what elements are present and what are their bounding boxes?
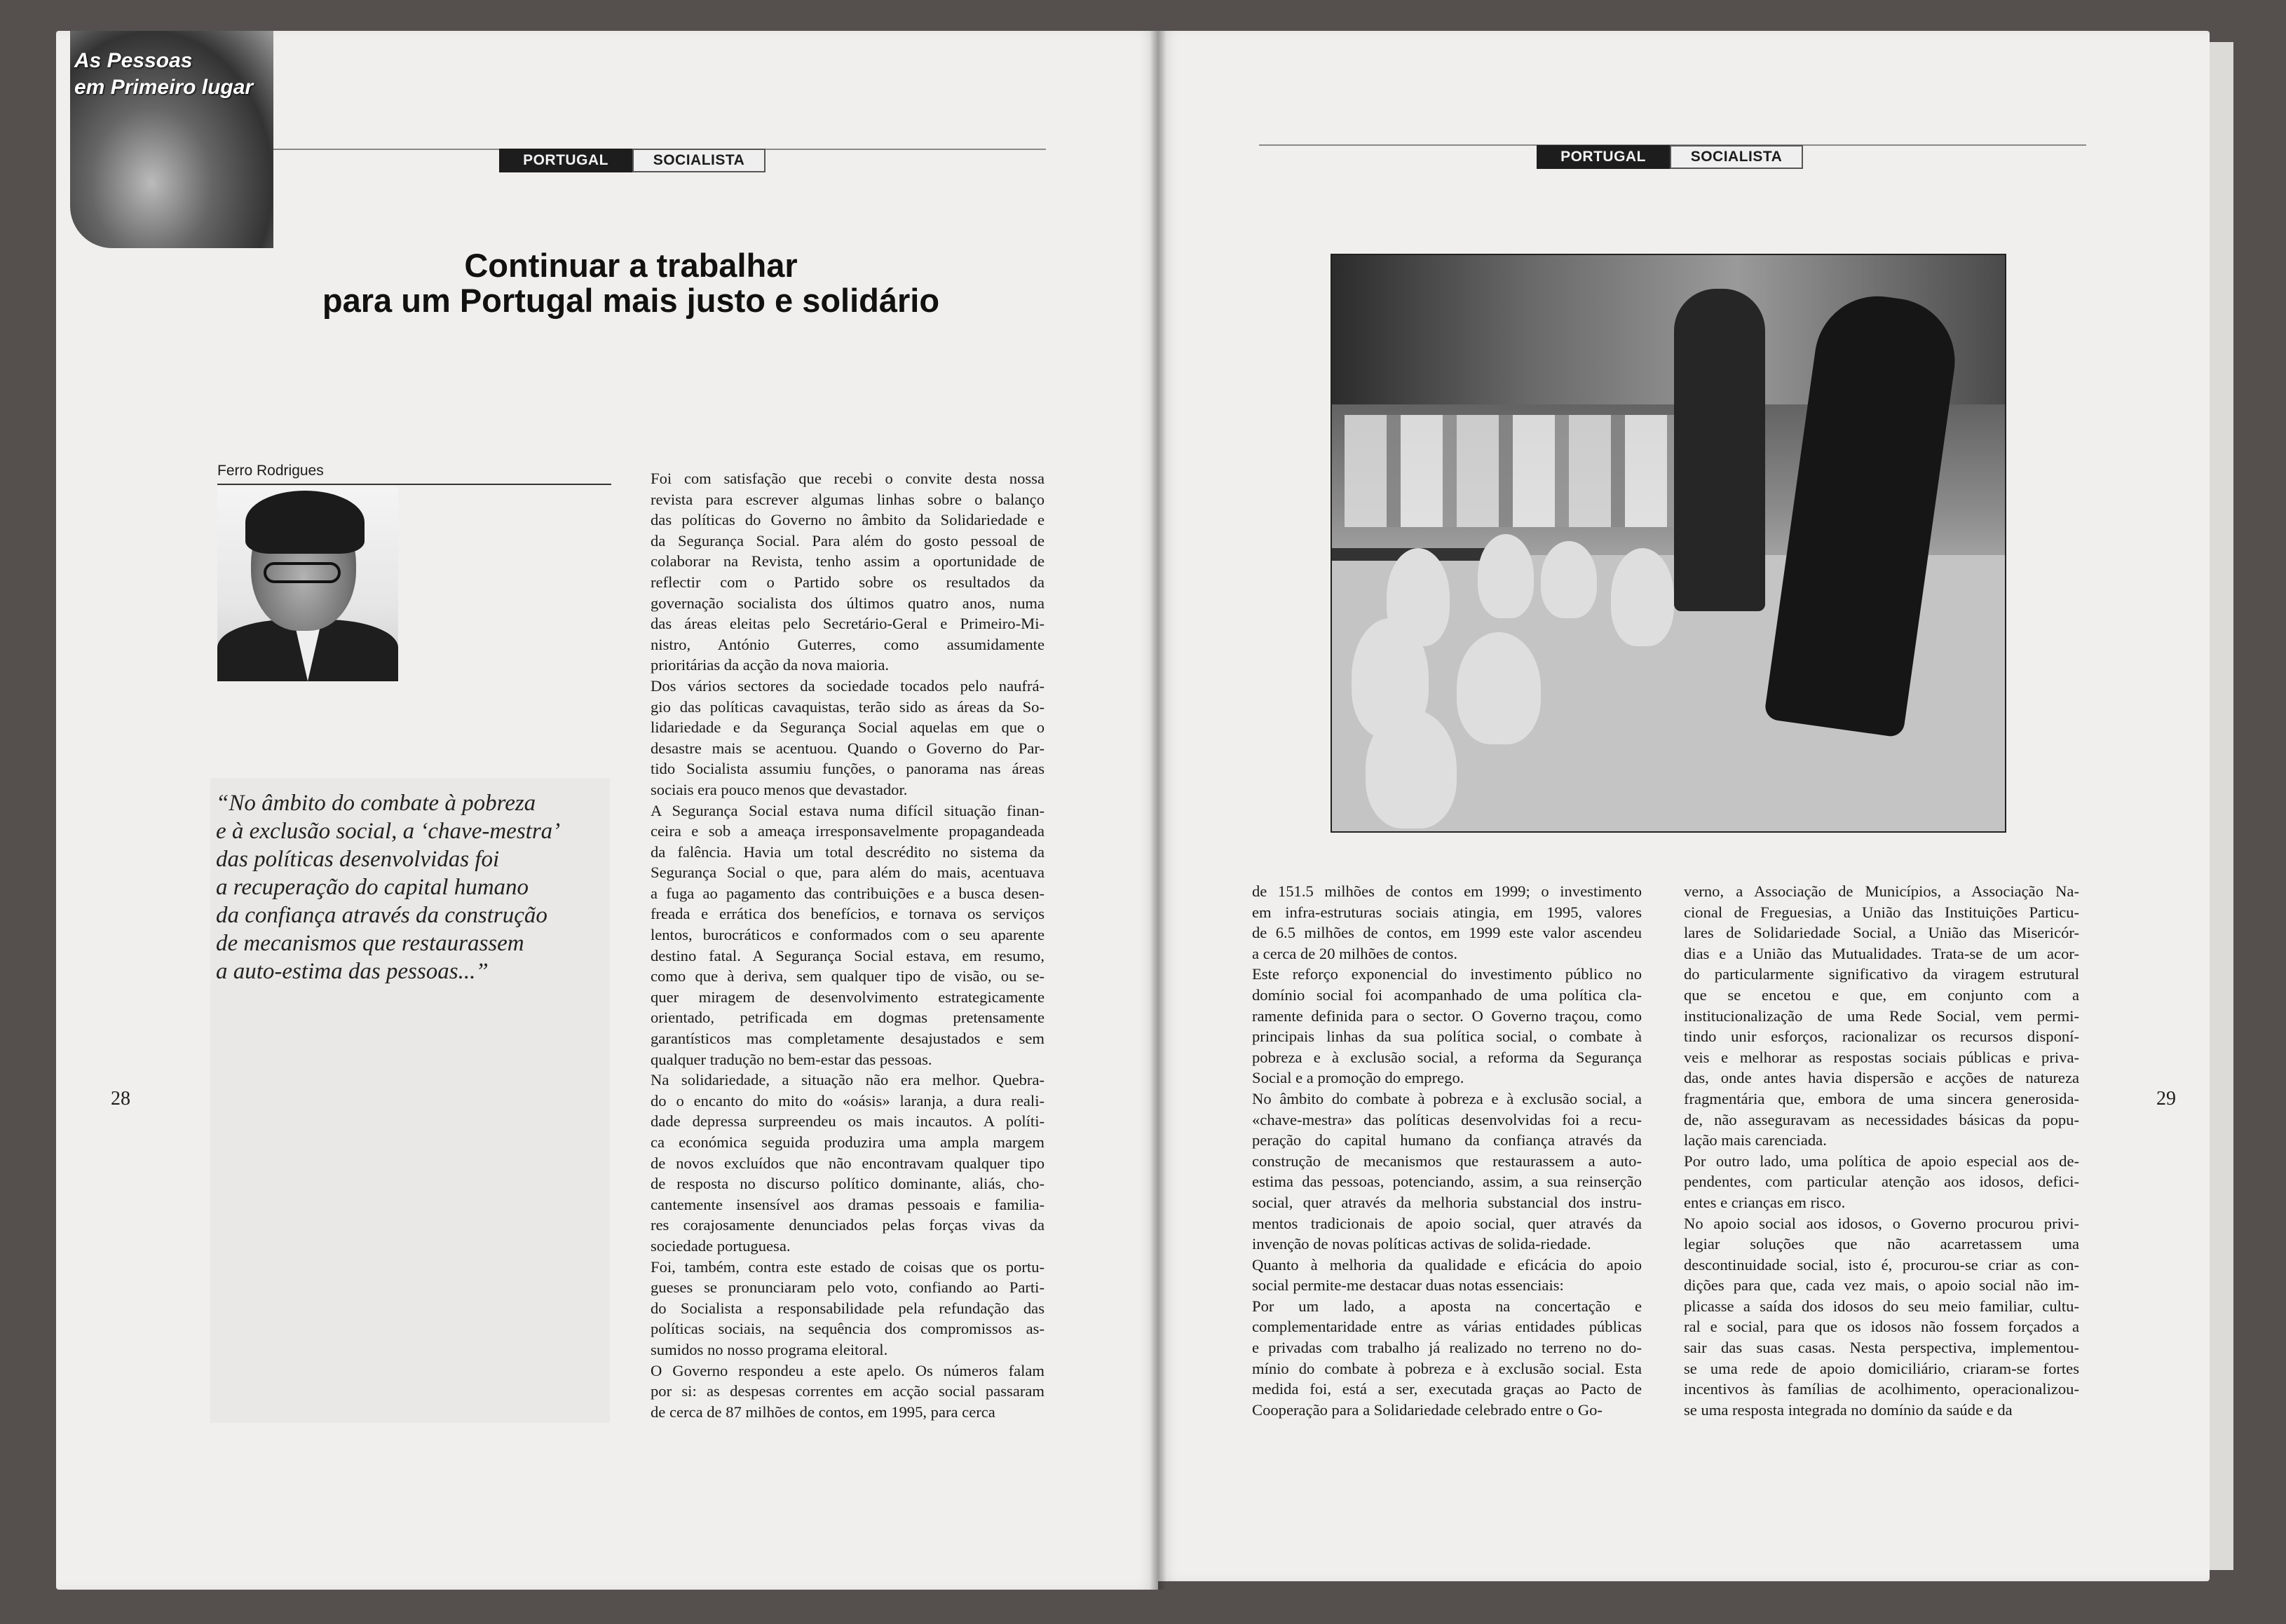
text-line: complementaridade entre as várias entidades públicas xyxy=(1252,1318,1642,1336)
author-name: Ferro Rodrigues xyxy=(217,463,324,479)
text-line: gio das políticas cavaquistas, terão sido as áreas da So- xyxy=(651,697,1045,716)
text-line: nistro, António Guterres, como assumidamente xyxy=(651,635,1045,653)
text-line: a cerca de 20 milhões de contos. xyxy=(1252,944,1457,962)
text-line: dias e a União das Mutualidades. Trata-se de um acor- xyxy=(1684,944,2079,962)
text-line: «chave-mestra» das políticas desenvolvidas foi a recu- xyxy=(1252,1110,1642,1128)
text-line: sumidos no nosso programa eleitoral. xyxy=(651,1340,888,1358)
text-line: medida foi, está a ser, executada graças ao Pacto de xyxy=(1252,1380,1642,1398)
text-line: sociedade portuguesa. xyxy=(651,1236,791,1255)
text-line: legiar soluções que não acarretassem uma xyxy=(1684,1235,2079,1253)
text-line: O Governo respondeu a este apelo. Os números falam xyxy=(651,1361,1045,1379)
pull-quote-line: a auto-estima das pessoas...” xyxy=(216,959,489,984)
text-line: Na solidariedade, a situação não era melhor. Quebra- xyxy=(651,1071,1045,1089)
text-line: Social e a promoção do emprego. xyxy=(1252,1069,1464,1087)
pull-quote-line: a recuperação do capital humano xyxy=(216,875,529,900)
headline-line: Continuar a trabalhar xyxy=(464,247,798,284)
text-line: de cerca de 87 milhões de contos, em 1995, para cerca xyxy=(651,1403,995,1421)
text-line: Foi, também, contra este estado de coisas que os portu- xyxy=(651,1257,1045,1276)
text-line: sociais era pouco menos que devastador. xyxy=(651,780,908,798)
text-line: de novos excluídos que não encontravam qualquer tipo xyxy=(651,1154,1045,1172)
text-line: qualquer tradução no bem-estar das pessoas. xyxy=(651,1050,932,1068)
text-line: fragmentária que, embora de uma sincera generosida- xyxy=(1684,1089,2079,1107)
author-portrait xyxy=(217,486,398,681)
text-line: entes e crianças em risco. xyxy=(1684,1193,1846,1211)
text-line: tido Socialista assumiu funções, o panorama nas áreas xyxy=(651,760,1045,778)
text-line: cional de Freguesias, a União das Instituições Particu- xyxy=(1684,903,2079,921)
text-line: gueses se pronunciaram pelo voto, confiando ao Parti- xyxy=(651,1278,1045,1297)
text-line: das, onde antes havia dispersão e acções de natureza xyxy=(1684,1069,2079,1087)
text-line: Por um lado, a aposta na concertação e xyxy=(1252,1297,1642,1315)
text-line: freada e errática dos benefícios, e tornava os serviços xyxy=(651,905,1045,923)
text-line: lares de Solidariedade Social, a União das Misericór- xyxy=(1684,924,2079,942)
campaign-logo-image xyxy=(70,31,273,248)
text-line: lidariedade e da Segurança Social aquelas em que o xyxy=(651,718,1045,737)
text-line: social permite-me destacar duas notas essenciais: xyxy=(1252,1276,1564,1295)
pull-quote-line: das políticas desenvolvidas foi xyxy=(216,847,500,872)
text-line: mínio do combate à pobreza e à exclusão social. Esta xyxy=(1252,1359,1642,1377)
text-line: prioritárias da acção da nova maioria. xyxy=(651,656,889,674)
text-line: No apoio social aos idosos, o Governo procurou privi- xyxy=(1684,1214,2079,1232)
text-line: que se encetou e que, em conjunto com a xyxy=(1684,985,2079,1004)
text-line: construção de mecanismos que restaurassem a auto- xyxy=(1252,1152,1642,1170)
text-line: de 151.5 milhões de contos em 1999; o investimento xyxy=(1252,882,1642,900)
text-line: da falência. Havia um total descrédito no sistema da xyxy=(651,842,1045,861)
text-line: res corajosamente denunciados pelas forças vivas da xyxy=(651,1216,1045,1234)
page-number-right: 29 xyxy=(2156,1088,2176,1110)
text-line: lação mais carenciada. xyxy=(1684,1131,1827,1149)
text-line: tindo unir esforços, racionalizar os recursos disponí- xyxy=(1684,1028,2079,1046)
text-line: incentivos às famílias de acolhimento, operacionalizou- xyxy=(1684,1380,2079,1398)
text-line: desastre mais se acentuou. Quando o Governo do Par- xyxy=(651,739,1045,757)
text-line: Quanto à melhoria da qualidade e eficácia do apoio xyxy=(1252,1255,1642,1274)
section-tag-portugal: PORTUGAL xyxy=(1537,145,1670,169)
text-line: A Segurança Social estava numa difícil situação finan- xyxy=(651,801,1045,819)
text-line: políticas sociais, na sequência dos compromissos as- xyxy=(651,1320,1045,1338)
pull-quote-line: e à exclusão social, a ‘chave-mestra’ xyxy=(216,819,561,844)
text-line: ramente definida para o sector. O Governo traçou, como xyxy=(1252,1007,1642,1025)
text-line: a fuga ao pagamento das contribuições e a busca desen- xyxy=(651,884,1045,902)
photo-frame xyxy=(1331,254,2006,833)
text-line: e privadas com trabalho já realizado no terreno no do- xyxy=(1252,1339,1642,1357)
text-line: domínio social foi acompanhado de uma política cla- xyxy=(1252,985,1642,1004)
text-line: garantísticos mas completamente desajustados e sem xyxy=(651,1030,1045,1048)
section-tag-socialista: SOCIALISTA xyxy=(1670,145,1803,169)
text-line: do Socialista a responsabilidade pela refundação das xyxy=(651,1299,1045,1317)
text-line: ceira e sob a ameaça irresponsavelmente propagandeada xyxy=(651,822,1045,840)
text-line: em infra-estruturas sociais atingia, em 1995, valores xyxy=(1252,903,1642,921)
text-line: se uma resposta integrada no domínio da saúde e da xyxy=(1684,1400,2013,1419)
text-line: veis e melhorar as respostas sociais públicas e priva- xyxy=(1684,1048,2079,1066)
section-tag-portugal: PORTUGAL xyxy=(499,149,632,172)
text-line: ca económica seguida produzira uma ampla margem xyxy=(651,1133,1045,1151)
text-line: ral e social, para que os idosos não fossem forçados a xyxy=(1684,1318,2079,1336)
text-line: pendentes, com particular atenção aos idosos, defici- xyxy=(1684,1173,2079,1191)
text-line: Segurança Social o que, para além do mais, acentuava xyxy=(651,864,1045,882)
text-line: dições para que, cada vez mais, o apoio social não im- xyxy=(1684,1276,2079,1295)
article-column-right-1 xyxy=(1252,881,1642,1420)
text-line: revista para escrever algumas linhas sobre o balanço xyxy=(651,490,1045,508)
pull-quote-line: da confiança através da construção xyxy=(216,903,547,928)
text-line: social, quer através da melhoria substancial dos instru- xyxy=(1252,1193,1642,1211)
text-line: por si: as despesas correntes em acção social passaram xyxy=(651,1382,1045,1400)
text-line: Por outro lado, uma política de apoio especial aos de- xyxy=(1684,1152,2079,1170)
text-line: No âmbito do combate à pobreza e à exclusão social, a xyxy=(1252,1089,1642,1107)
text-line: orientado, petrificada em dogmas pretensamente xyxy=(651,1009,1045,1027)
text-line: sair das suas casas. Nesta perspectiva, implementou- xyxy=(1684,1339,2079,1357)
text-line: dade depressa surpreendeu os mais incautos. A políti- xyxy=(651,1112,1045,1131)
article-column-right-2 xyxy=(1684,881,2079,1420)
text-line: principais linhas da sua política social, o combate à xyxy=(1252,1028,1642,1046)
text-line: descontinuidade social, isto é, procurou-se criar as con- xyxy=(1684,1255,2079,1274)
pull-quote-line: de mecanismos que restaurassem xyxy=(216,931,524,956)
section-tag xyxy=(1537,145,1803,169)
text-line: do o encanto do mito do «oásis» laranja, a dura reali- xyxy=(651,1091,1045,1110)
pull-quote xyxy=(216,789,608,985)
section-tag xyxy=(499,149,766,172)
text-line: Este reforço exponencial do investimento público no xyxy=(1252,965,1642,983)
text-line: se uma rede de apoio domiciliário, criaram-se fortes xyxy=(1684,1359,2079,1377)
text-line: das áreas eleitas pelo Secretário-Geral e Primeiro-Mi- xyxy=(651,615,1045,633)
text-line: mentos tradicionais de apoio social, quer através da xyxy=(1252,1214,1642,1232)
text-line: Cooperação para a Solidariedade celebrado entre o Go- xyxy=(1252,1400,1603,1419)
text-line: cantemente insensível aos dramas pessoais e familia- xyxy=(651,1195,1045,1213)
text-line: reflectir com o Partido sobre os resultados da xyxy=(651,573,1045,591)
book-gutter xyxy=(1150,31,1166,1590)
section-tag-socialista: SOCIALISTA xyxy=(632,149,766,172)
text-line: Dos vários sectores da sociedade tocados pelo naufrá- xyxy=(651,676,1045,695)
text-line: das políticas do Governo no âmbito da Solidariedade e xyxy=(651,511,1045,529)
text-line: quer miragem de desenvolvimento estrategicamente xyxy=(651,988,1045,1006)
text-line: destino fatal. A Segurança Social estava, em resumo, xyxy=(651,946,1045,964)
text-line: como que à deriva, sem qualquer tipo de visão, ou se- xyxy=(651,967,1045,985)
page-number-left: 28 xyxy=(111,1088,130,1110)
text-line: institucionalização de uma Rede Social, vem permi- xyxy=(1684,1007,2079,1025)
author-rule xyxy=(217,484,611,485)
text-line: de 6.5 milhões de contos, em 1999 este valor ascendeu xyxy=(1252,924,1642,942)
text-line: verno, a Associação de Municípios, a Associação Na- xyxy=(1684,882,2079,900)
text-line: governação socialista dos últimos quatro anos, numa xyxy=(651,594,1045,612)
pull-quote-line: “No âmbito do combate à pobreza xyxy=(216,791,536,816)
text-line: estima das pessoas, potenciando, assim, a sua reinserção xyxy=(1252,1173,1642,1191)
headline-line: para um Portugal mais justo e solidário xyxy=(322,282,940,319)
text-line: do particularmente significativo da viragem estrutural xyxy=(1684,965,2079,983)
text-line: de resposta no discurso político dominante, aliás, cho- xyxy=(651,1175,1045,1193)
text-line: peração do capital humano da confiança através da xyxy=(1252,1131,1642,1149)
article-headline xyxy=(280,248,981,318)
article-column-left xyxy=(651,468,1045,1422)
logo-text: As Pessoas em Primeiro lugar xyxy=(74,49,254,99)
text-line: da Segurança Social. Para além do gosto pessoal de xyxy=(651,531,1045,550)
text-line: lentos, burocráticos e conformados com o seu aparente xyxy=(651,926,1045,944)
text-line: de, não asseguravam as necessidades básicas da popu- xyxy=(1684,1110,2079,1128)
text-line: invenção de novas políticas activas de solida-riedade. xyxy=(1252,1235,1591,1253)
text-line: pobreza e à exclusão social, a reforma da Segurança xyxy=(1252,1048,1642,1066)
text-line: plicasse a saída dos idosos do seu meio familiar, cultu- xyxy=(1684,1297,2079,1315)
page-edge xyxy=(2210,42,2233,1570)
text-line: Foi com satisfação que recebi o convite desta nossa xyxy=(651,470,1045,487)
text-line: colaborar na Revista, tenho assim a oportunidade de xyxy=(651,552,1045,571)
